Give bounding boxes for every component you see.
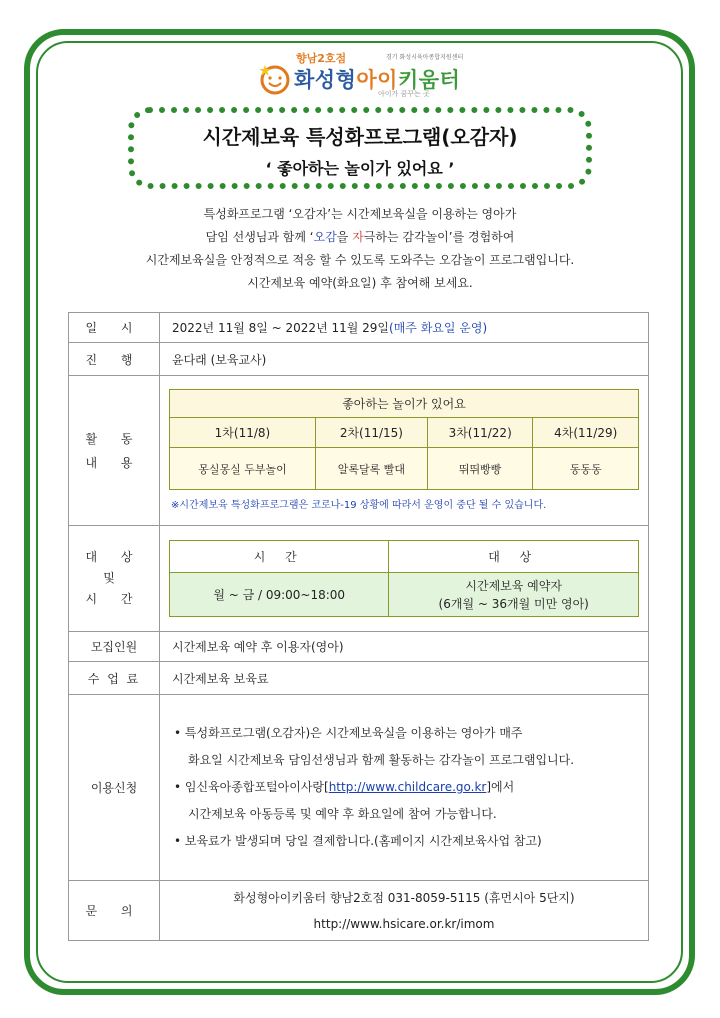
label-fee: 수 업 료 — [69, 662, 160, 695]
row-fee — [69, 662, 649, 695]
smiley-sun-icon — [258, 62, 292, 96]
row-target — [69, 526, 649, 632]
session-round: 4차(11/29) — [533, 418, 639, 448]
session-round: 3차(11/22) — [427, 418, 533, 448]
logo-subtitle: 아이가 꿈꾸는 곳 — [378, 90, 430, 98]
intro-text: 특성화프로그램 ‘오감자’는 시간제보육실을 이용하는 영아가 담임 선생님과 함께 ‘오감을 자극하는 감각놀이’를 경험하여 시간제보육실을 안정적으로 적응 할 수 있도록 도와주는 오감놀이 프로그램입니다. 시간제보육 예약(화요일) 후 참여해 보세요. — [145, 207, 575, 290]
row-contact — [69, 881, 649, 941]
row-date: 일 시 2022년 11월 8일 ~ 2022년 11월 29일(매주 화요일 운영) — [69, 313, 649, 343]
logo-name: 화성형아이키움터 — [294, 68, 461, 92]
title-box — [128, 107, 592, 189]
row-recruit — [69, 632, 649, 662]
session-round: 2차(11/15) — [315, 418, 427, 448]
covid-notice: ※시간제보육 특성화프로그램은 코로나-19 상황에 따라서 운영이 중단 될 수 있습니다. — [171, 500, 547, 511]
session-name: 알록달록 빨대 — [315, 448, 427, 490]
session-name: 뛰뛰빵빵 — [427, 448, 533, 490]
label-activity: 활 동 내 용 — [69, 376, 160, 526]
label-target: 대 상 및 시 간 — [69, 526, 160, 632]
recruit-value: 시간제보육 예약 후 이용자(영아) — [160, 632, 649, 662]
col-time-header: 시 간 — [170, 541, 389, 573]
contact-info: 화성형아이키움터 향남2호점 031-8059-5115 (휴먼시아 5단지) — [233, 890, 575, 905]
label-recruit: 모집인원 — [69, 632, 160, 662]
time-value: 월 ~ 금 / 09:00~18:00 — [170, 573, 389, 617]
session-name: 동동동 — [533, 448, 639, 490]
col-target-header: 대 상 — [389, 541, 639, 573]
page-subtitle: ‘ 좋아하는 놀이가 있어요 ’ — [265, 159, 455, 178]
logo-branch: 향남2호점 — [296, 52, 347, 65]
row-activity — [69, 376, 649, 526]
row-apply: 이용신청 • 특성화프로그램(오감자)은 시간제보육실을 이용하는 영아가 매주 화요일 시간제보육 담임선생님과 함께 활동하는 감각놀이 프로그램입니다. • 임신육아종합포털아이사랑[http://www.childcare.go.kr]에서 시간제보육 아동등록 및 예약 후 화요일에 참여 가능합니다. • 보육료가 발생되며 당일 결제합니다.(홈페이지 시간제보육사업 참고) — [69, 695, 649, 881]
schedule-table — [169, 540, 639, 617]
activity-header: 좋아하는 놀이가 있어요 — [170, 390, 639, 418]
label-apply: 이용신청 — [69, 695, 160, 881]
target-value: 시간제보육 예약자 (6개월 ~ 36개월 미만 영아) — [389, 573, 639, 617]
contact-url[interactable]: http://www.hsicare.or.kr/imom — [313, 916, 495, 931]
host-value: 윤다래 (보육교사) — [160, 343, 649, 376]
session-round: 1차(11/8) — [170, 418, 316, 448]
label-host: 진 행 — [69, 343, 160, 376]
childcare-link[interactable]: http://www.childcare.go.kr — [328, 780, 487, 794]
logo-org: 경기 화성시육아종합지원센터 — [386, 54, 464, 61]
row-host — [69, 343, 649, 376]
label-date: 일 시 — [69, 313, 160, 343]
session-name: 몽실몽실 두부놀이 — [170, 448, 316, 490]
activity-table — [169, 389, 639, 490]
info-table — [68, 312, 649, 941]
logo — [258, 50, 498, 100]
fee-value: 시간제보육 보육료 — [160, 662, 649, 695]
page-title: 시간제보육 특성화프로그램(오감자) — [202, 125, 518, 149]
label-contact: 문 의 — [69, 881, 160, 941]
